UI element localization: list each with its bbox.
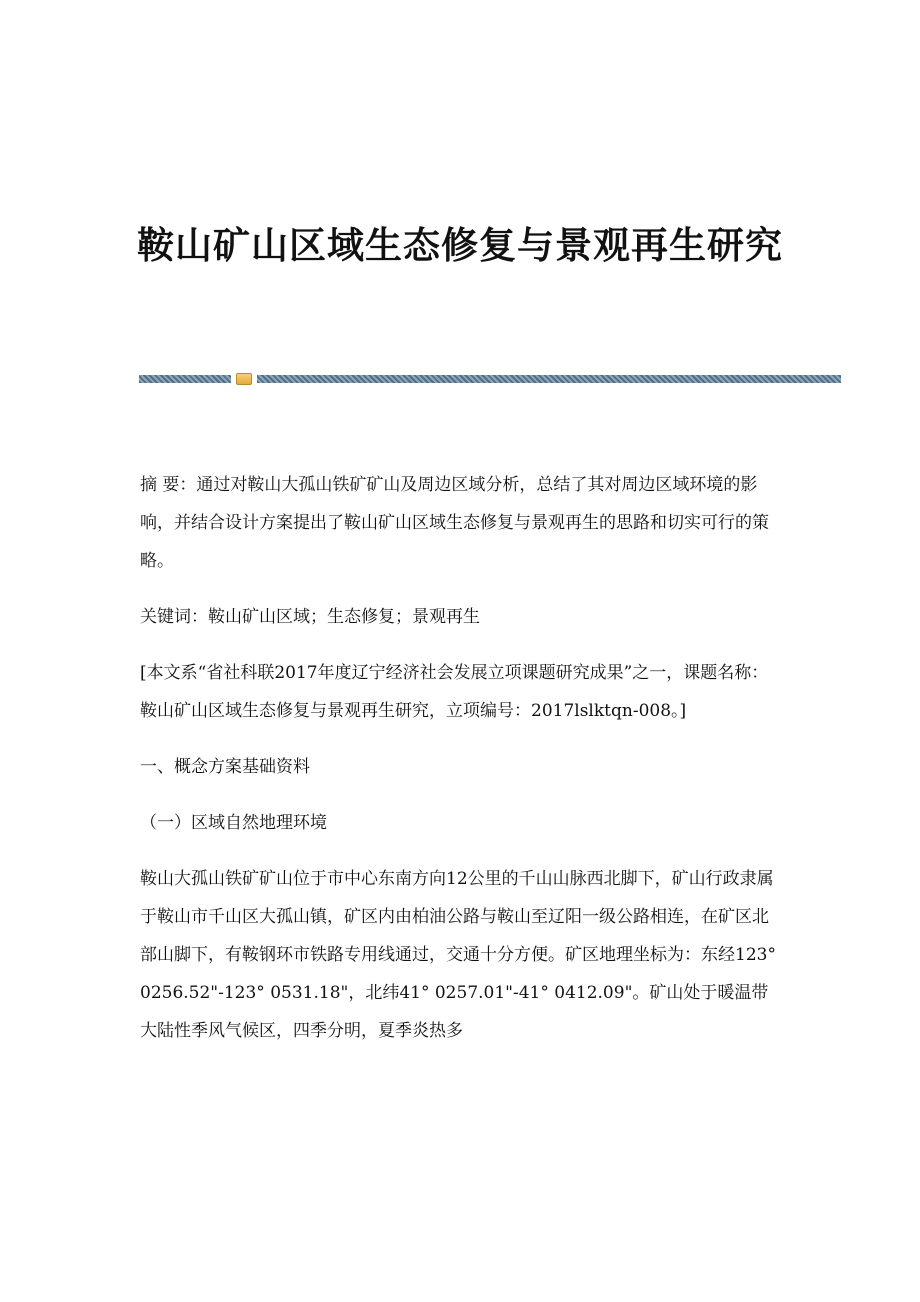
document-title: 鞍山矿山区域生态修复与景观再生研究 bbox=[137, 223, 783, 267]
divider-ornament-icon bbox=[236, 373, 252, 385]
divider-bar-right bbox=[257, 375, 841, 383]
abstract-paragraph: 摘 要：通过对鞍山大孤山铁矿矿山及周边区域分析，总结了其对周边区域环境的影响，并结合设计方案提出了鞍山矿山区域生态修复与景观再生的思路和切实可行的策略。 bbox=[140, 475, 769, 571]
keywords-paragraph: 关键词：鞍山矿山区域；生态修复；景观再生 bbox=[140, 607, 480, 627]
body-paragraph: 鞍山大孤山铁矿矿山位于市中心东南方向12公里的千山山脉西北脚下，矿山行政隶属于鞍山市千山区大孤山镇，矿区内由柏油公路与鞍山至辽阳一级公路相连，在矿区北部山脚下，有鞍钢环市铁路专用线通过，交通十分方便。矿区地理坐标为：东经123° 0256.52"-123° 0531.18"，北纬41° 0257.01"-41° 0412.09"。矿山处于暖温带大陆性季风气候区，四季分明，夏季炎热多 bbox=[140, 869, 776, 1041]
section-heading: 一、概念方案基础资料 bbox=[140, 757, 310, 777]
document-body bbox=[140, 466, 785, 1068]
divider-bar-left bbox=[139, 375, 231, 383]
subsection-heading: （一）区域自然地理环境 bbox=[140, 813, 327, 833]
funding-note-paragraph: [本文系“省社科联2017年度辽宁经济社会发展立项课题研究成果”之一，课题名称：鞍山矿山区域生态修复与景观再生研究，立项编号：2017lslktqn-008。] bbox=[140, 663, 769, 721]
title-divider bbox=[139, 375, 841, 384]
